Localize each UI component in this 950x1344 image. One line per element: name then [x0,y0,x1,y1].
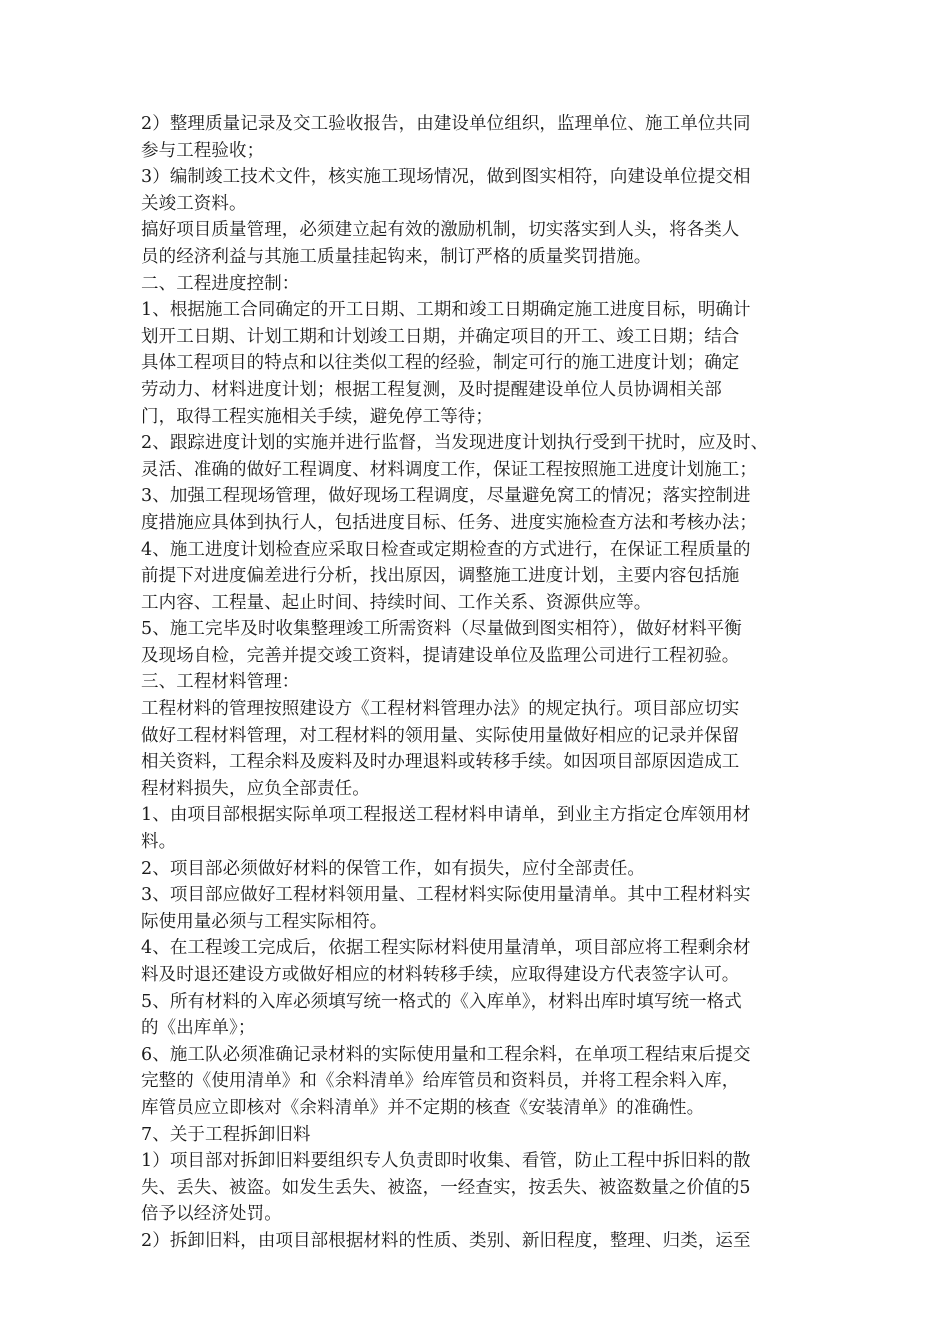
text-line: 3、项目部应做好工程材料领用量、工程材料实际使用量清单。其中工程材料实 [141,885,751,906]
text-line: 前提下对进度偏差进行分析，找出原因，调整施工进度计划，主要内容包括施 [141,566,740,587]
text-line: 完整的《使用清单》和《余料清单》给库管员和资料员，并将工程余料入库， [141,1071,740,1092]
text-line: 及现场自检，完善并提交竣工资料，提请建设单位及监理公司进行工程初验。 [141,645,740,666]
text-line: 1、由项目部根据实际单项工程报送工程材料申请单，到业主方指定仓库领用材 [141,805,751,826]
text-line: 4、施工进度计划检查应采取日检查或定期检查的方式进行，在保证工程质量的 [141,539,751,560]
text-line: 失、丢失、被盗。如发生丢失、被盗，一经查实，按丢失、被盗数量之价值的5 [141,1177,751,1198]
text-line: 划开工日期、计划工期和计划竣工日期，并确定项目的开工、竣工日期；结合 [141,326,740,347]
text-line: 4、在工程竣工完成后，依据工程实际材料使用量清单，项目部应将工程剩余材 [141,938,751,959]
text-line: 1、根据施工合同确定的开工日期、工期和竣工日期确定施工进度目标，明确计 [141,300,751,321]
text-line: 的《出库单》； [141,1018,256,1039]
section-heading: 二、工程进度控制： [141,273,300,294]
text-line: 工内容、工程量、起止时间、持续时间、工作关系、资源供应等。 [141,592,652,613]
text-line: 门，取得工程实施相关手续，避免停工等待； [141,406,493,427]
text-line: 2）整理质量记录及交工验收报告，由建设单位组织，监理单位、施工单位共同 [141,114,751,134]
text-line: 5、所有材料的入库必须填写统一格式的《入库单》，材料出库时填写统一格式 [141,991,742,1012]
text-line: 搞好项目质量管理，必须建立起有效的激励机制，切实落实到人头，将各类人 [141,220,740,241]
text-line: 灵活、准确的做好工程调度、材料调度工作，保证工程按照施工进度计划施工； [141,459,757,480]
text-line: 员的经济利益与其施工质量挂起钩来，制订严格的质量奖罚措施。 [141,246,652,267]
text-line: 关竣工资料。 [141,193,247,214]
text-line: 2、项目部必须做好材料的保管工作，如有损失，应付全部责任。 [141,858,646,879]
section-heading: 三、工程材料管理： [141,672,300,693]
text-line: 程材料损失，应负全部责任。 [141,778,370,799]
text-line: 工程材料的管理按照建设方《工程材料管理办法》的规定执行。项目部应切实 [141,699,740,720]
text-line: 7、关于工程拆卸旧料 [141,1124,311,1145]
text-line: 2）拆卸旧料，由项目部根据材料的性质、类别、新旧程度，整理、归类，运至 [141,1230,751,1251]
text-line: 库管员应立即核对《余料清单》并不定期的核查《安装清单》的准确性。 [141,1097,705,1118]
text-line: 劳动力、材料进度计划；根据工程复测，及时提醒建设单位人员协调相关部 [141,379,722,400]
text-line: 2、跟踪进度计划的实施并进行监督，当发现进度计划执行受到干扰时，应及时、 [141,433,769,454]
text-line: 际使用量必须与工程实际相符。 [141,911,388,932]
text-line: 倍予以经济处罚。 [141,1204,282,1225]
text-line: 料及时退还建设方或做好相应的材料转移手续，应取得建设方代表签字认可。 [141,965,740,985]
text-line: 3、加强工程现场管理，做好现场工程调度，尽量避免窝工的情况；落实控制进 [141,486,751,507]
text-line: 6、施工队必须准确记录材料的实际使用量和工程余料，在单项工程结束后提交 [141,1044,751,1065]
text-line: 度措施应具体到执行人，包括进度目标、任务、进度实施检查方法和考核办法； [141,512,757,533]
text-line: 1）项目部对拆卸旧料要组织专人负责即时收集、看管，防止工程中拆旧料的散 [141,1151,751,1172]
text-line: 料。 [141,832,177,853]
text-line: 参与工程验收； [141,140,265,161]
text-line: 具体工程项目的特点和以往类似工程的经验，制定可行的施工进度计划；确定 [141,353,740,374]
text-line: 相关资料，工程余料及废料及时办理退料或转移手续。如因项目部原因造成工 [141,752,740,773]
text-line: 做好工程材料管理，对工程材料的领用量、实际使用量做好相应的记录并保留 [141,725,740,746]
document-body [141,111,813,1255]
text-line: 5、施工完毕及时收集整理竣工所需资料（尽量做到图实相符），做好材料平衡 [141,619,742,640]
text-line: 3）编制竣工技术文件，核实施工现场情况，做到图实相符，向建设单位提交相 [141,167,751,188]
